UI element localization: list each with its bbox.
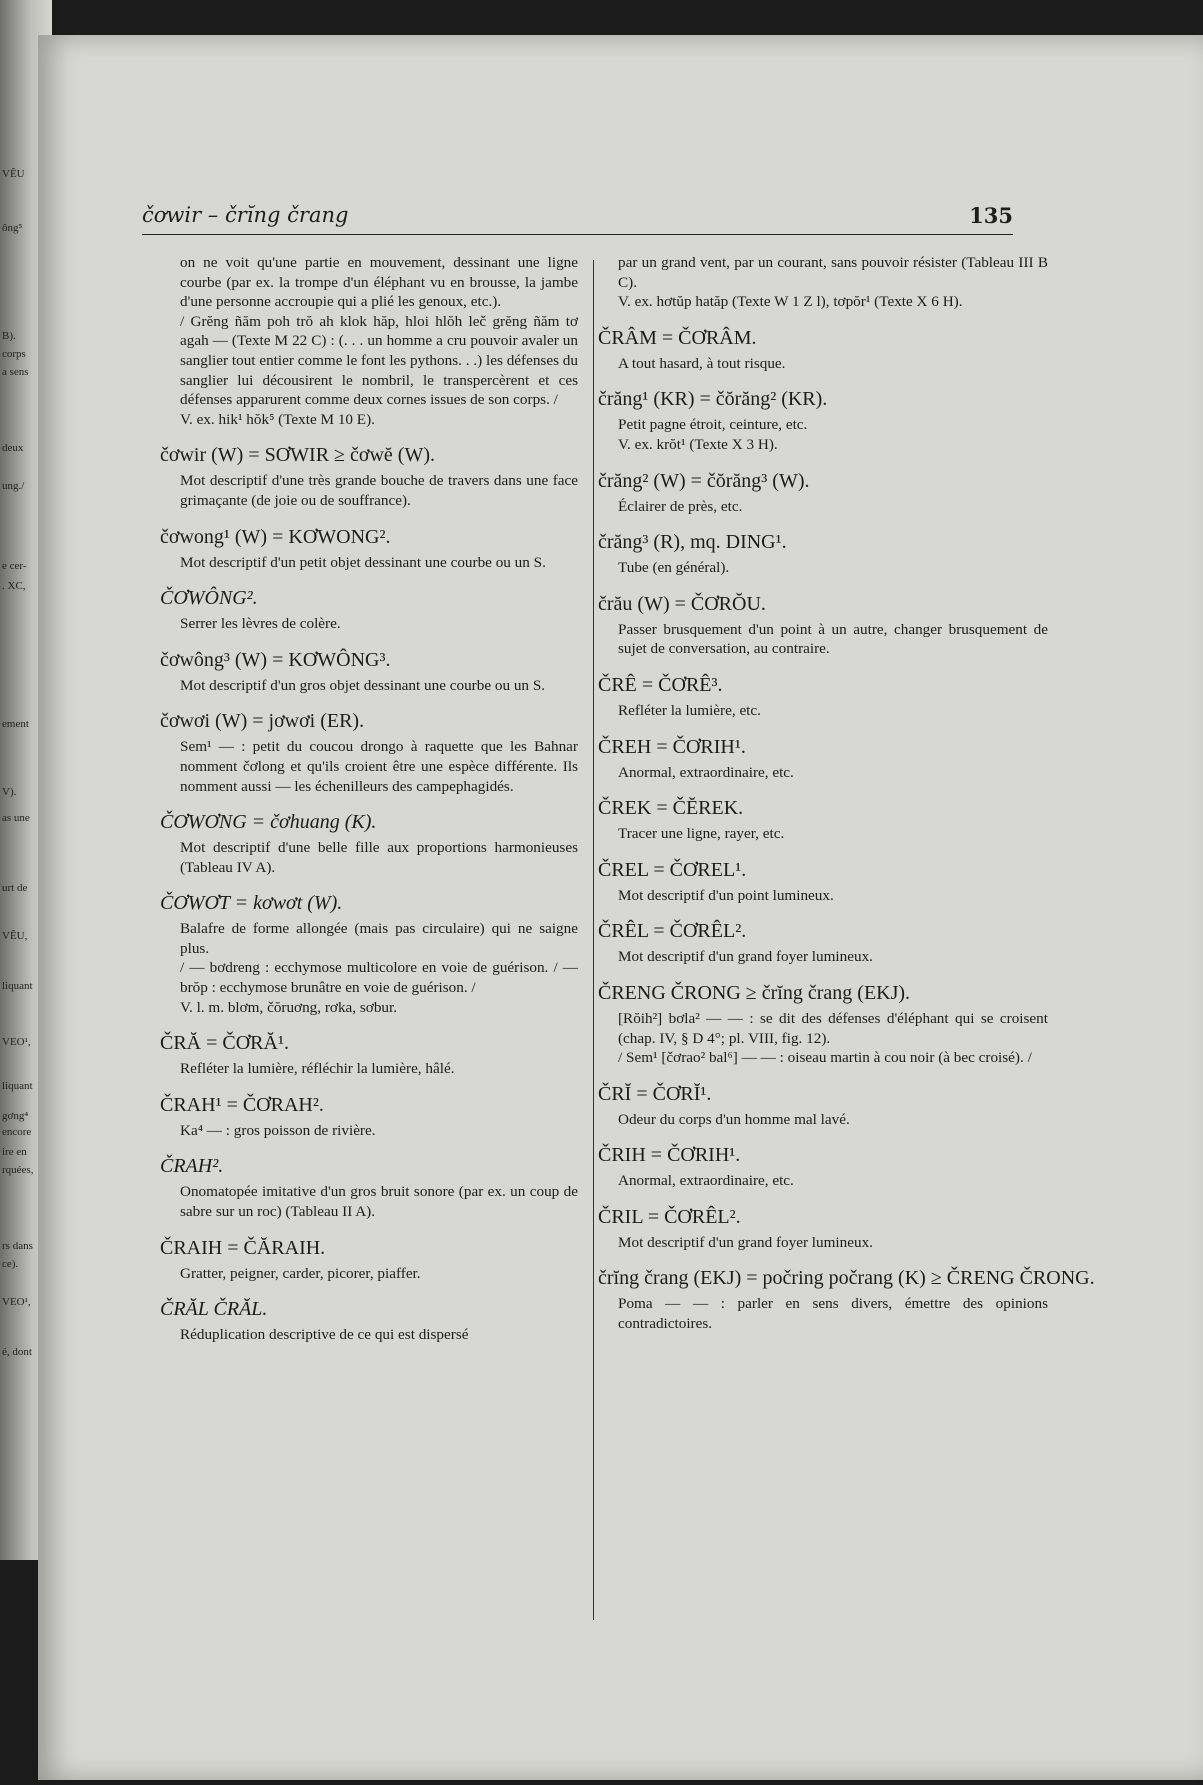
entry-definition: par un grand vent, par un courant, sans pouvoir résister (Tableau III B C).: [618, 254, 1048, 291]
column-divider: [593, 260, 594, 1620]
dictionary-entry: [160, 648, 578, 696]
entry-headword: ČREL = ČƠREL¹.: [598, 858, 747, 881]
entry-definition: Onomatopée imitative d'un gros bruit sonore (par ex. un coup de sabre sur un roc) (Tableau II A).: [180, 1183, 578, 1221]
dictionary-entry: [598, 673, 1048, 721]
entry-definition: Poma — — : parler en sens divers, émettre des opinions contradictoires.: [618, 1295, 1048, 1333]
entry-definition: Gratter, peigner, carder, picorer, piaffer.: [180, 1264, 421, 1282]
entry-definition: Mot descriptif d'un gros objet dessinant une courbe ou un S.: [180, 676, 546, 694]
dictionary-entry: [160, 1031, 578, 1079]
previous-page-fragment: urt de: [2, 882, 28, 894]
dictionary-page: [38, 35, 1203, 1780]
dictionary-entry: [160, 891, 578, 1017]
previous-page-fragment: V).: [2, 786, 17, 798]
previous-page-fragment: as une: [2, 812, 30, 824]
entry-definition: Mot descriptif d'un petit objet dessinant une courbe ou un S.: [180, 553, 546, 571]
previous-page-fragment: ement: [2, 718, 29, 730]
entry-definition: Petit pagne étroit, ceinture, etc.: [618, 416, 808, 434]
entry-definition: / Grĕng ñăm poh trŏ ah klok hăp, hloi hlŏh leč grĕng ñăm tơ agah — (Texte M 22 C) : (. . . un homme a cru pouvoir avaler un sanglier tout entier comme le font les pythons. . .) les défenses du sanglier lui décousirent le nombril, le transpercèrent et ces défenses apparurent comme deux cornes issues de son corps. /: [180, 312, 578, 409]
entry-definition: Tube (en général).: [618, 559, 730, 577]
entry-definition: Mot descriptif d'un point lumineux.: [618, 886, 834, 904]
entry-definition: Odeur du corps d'un homme mal lavé.: [618, 1110, 850, 1128]
dictionary-entry: [598, 1266, 1095, 1333]
dictionary-entry: [598, 326, 1048, 374]
entry-headword: črĭng črang (EKJ) = počring počrang (K) ≥ ČRENG ČRONG.: [598, 1267, 1095, 1290]
previous-page-fragment: deux: [2, 442, 24, 454]
entry-definition: Mot descriptif d'un grand foyer lumineux.: [618, 1233, 873, 1251]
dictionary-entry: [598, 1143, 1048, 1191]
entry-headword: čơwơi (W) = jơwơi (ER).: [160, 710, 365, 733]
right-column: [598, 253, 1095, 1348]
dictionary-entry: [598, 387, 1048, 454]
entry-headword: ČREK = ČĔREK.: [598, 797, 744, 820]
dictionary-entry: [160, 1236, 578, 1284]
entry-definition: Éclairer de près, etc.: [618, 497, 743, 515]
previous-page-fragment: . XC,: [2, 580, 26, 592]
entry-definition: Balafre de forme allongée (mais pas circulaire) qui ne saigne plus.: [180, 920, 578, 957]
previous-page-fragment: ông⁵: [2, 222, 23, 234]
previous-page-fragment: ce).: [2, 1258, 19, 1270]
entry-headword: ČRAIH = ČĂRAIH.: [160, 1236, 326, 1259]
dictionary-entry: [160, 1297, 578, 1345]
entry-definition: V. ex. krŏt¹ (Texte X 3 H).: [618, 435, 778, 453]
entry-definition: [Rŏih²] bơla² — — : se dit des défenses d'éléphant qui se croisent (chap. IV, § D 4°; pl. VIII, fig. 12).: [618, 1009, 1048, 1047]
entry-definition: Mot descriptif d'une très grande bouche de travers dans une face grimaçante (de joie ou de souffrance).: [180, 472, 578, 509]
entry-headword: ČRÊ = ČƠRÊ³.: [598, 673, 723, 696]
entry-definition: on ne voit qu'une partie en mouvement, dessinant une ligne courbe (par ex. la trompe d'un éléphant vu en brousse, la jambe d'une personne accroupie qui a plié les genoux, etc.).: [180, 254, 578, 311]
previous-page-fragment: a sens: [2, 366, 29, 378]
dictionary-entry: [160, 586, 578, 634]
entry-headword: ČRĂL ČRĂL.: [160, 1298, 268, 1321]
dictionary-entry: [598, 592, 1048, 659]
dictionary-entry: [598, 858, 1048, 906]
previous-page-fragment: VÊU,: [2, 930, 28, 942]
previous-page-fragment: ung./: [2, 480, 25, 492]
entry-definition: Tracer une ligne, rayer, etc.: [618, 825, 785, 843]
previous-page-fragment: B).: [2, 330, 16, 342]
entry-headword: ČRÂM = ČƠRÂM.: [598, 326, 757, 349]
entry-definition: Serrer les lèvres de colère.: [180, 615, 341, 633]
entry-headword: črăng¹ (KR) = čŏrăng² (KR).: [598, 388, 828, 411]
entry-headword: čơwong¹ (W) = KƠWONG².: [160, 525, 391, 548]
previous-page-fragment: VEO¹,: [2, 1296, 31, 1308]
dictionary-entry: [160, 443, 578, 510]
entry-headword: ČRÊL = ČƠRÊL².: [598, 920, 747, 943]
previous-page-fragment: corps: [2, 348, 26, 360]
entry-definition: V. ex. hik¹ hŏk⁵ (Texte M 10 E).: [180, 410, 375, 428]
entry-definition: Passer brusquement d'un point à un autre, changer brusquement de sujet de conversation, au contraire.: [618, 620, 1048, 658]
page-number: 135: [969, 203, 1013, 228]
entry-definition: / Sem¹ [čơrao² bal⁶] — — : oiseau martin à cou noir (à bec croisé). /: [618, 1049, 1032, 1067]
dictionary-entry: [598, 469, 1048, 517]
entry-definition: Anormal, extraordinaire, etc.: [618, 763, 794, 781]
previous-page-fragment: gơng⁴: [2, 1110, 29, 1122]
dictionary-entry: [598, 530, 1048, 578]
entry-definition: Sem¹ — : petit du coucou drongo à raquette que les Bahnar nomment čơlong et qu'ils croient être une espèce différente. Ils nomment aussi — les échenilleurs des campephagidés.: [180, 738, 578, 795]
entry-headword: ČƠWƠNG = čơhuang (K).: [160, 811, 377, 834]
entry-headword: ČƠWƠT = kơwơt (W).: [160, 892, 343, 915]
entry-definition: Ka⁴ — : gros poisson de rivière.: [180, 1121, 376, 1139]
entry-definition: Mot descriptif d'une belle fille aux proportions harmonieuses (Tableau IV A).: [180, 839, 578, 876]
dictionary-entry: [618, 253, 1048, 312]
previous-page-fragment: liquant: [2, 980, 33, 992]
dictionary-entry: [160, 810, 578, 877]
previous-page-fragment: rs dans: [2, 1240, 33, 1252]
entry-definition: Mot descriptif d'un grand foyer lumineux.: [618, 948, 873, 966]
entry-definition: Réduplication descriptive de ce qui est dispersé: [180, 1326, 469, 1344]
previous-page-fragment: VEO¹,: [2, 1036, 31, 1048]
entry-definition: V. ex. hơtŭp hatăp (Texte W 1 Z l), tơpŏr¹ (Texte X 6 H).: [618, 293, 963, 311]
previous-page-fragment: e cer-: [2, 560, 27, 572]
entry-definition: Refléter la lumière, etc.: [618, 701, 761, 719]
dictionary-entry: [598, 735, 1048, 783]
entry-headword: črăng³ (R), mq. DING¹.: [598, 531, 787, 554]
entry-headword: ČRĬ = ČƠRĬ¹.: [598, 1082, 712, 1105]
entry-headword: ČRIH = ČƠRIH¹.: [598, 1144, 741, 1167]
dictionary-entry: [598, 1205, 1048, 1253]
previous-page-fragment: é, dont: [2, 1346, 32, 1358]
dictionary-entry: [598, 796, 1048, 844]
entry-headword: črăng² (W) = čŏrăng³ (W).: [598, 469, 810, 492]
previous-page-fragment: VÊU: [2, 168, 25, 180]
previous-page-fragment: rquées,: [2, 1164, 34, 1176]
entry-headword: ČRIL = ČƠRÊL².: [598, 1205, 741, 1228]
running-header: [142, 200, 1013, 235]
running-head-title: čơwir – črĭng črang: [142, 203, 349, 227]
entry-headword: čơwông³ (W) = KƠWÔNG³.: [160, 648, 391, 671]
dictionary-entry: [160, 709, 578, 796]
previous-page-fragment: ire en: [2, 1146, 27, 1158]
dictionary-entry: [598, 981, 1048, 1068]
entry-definition: A tout hasard, à tout risque.: [618, 354, 786, 372]
entry-headword: čơwir (W) = SƠWIR ≥ čơwĕ (W).: [160, 444, 435, 467]
dictionary-entry: [180, 253, 578, 429]
entry-definition: Anormal, extraordinaire, etc.: [618, 1172, 794, 1190]
dictionary-entry: [598, 1082, 1048, 1130]
left-column: [160, 253, 578, 1359]
entry-headword: ČRAH².: [160, 1155, 224, 1178]
entry-definition: V. l. m. blơm, čŏruơng, rơka, sơbur.: [180, 998, 398, 1016]
entry-definition: Refléter la lumière, réfléchir la lumière, hâlé.: [180, 1060, 455, 1078]
dictionary-entry: [160, 1093, 578, 1141]
entry-headword: ČREH = ČƠRIH¹.: [598, 735, 746, 758]
dictionary-entry: [160, 525, 578, 573]
dictionary-entry: [160, 1154, 578, 1221]
entry-headword: ČRAH¹ = ČƠRAH².: [160, 1093, 324, 1116]
entry-definition: / — bơdreng : ecchymose multicolore en voie de guérison. / — brŏp : ecchymose brunâtre en voie de guérison. /: [180, 959, 578, 997]
previous-page-fragment: encore: [2, 1126, 32, 1138]
previous-page-fragment: liquant: [2, 1080, 33, 1092]
entry-headword: ČRĂ = ČƠRĂ¹.: [160, 1032, 289, 1055]
entry-headword: ČƠWÔNG².: [160, 587, 258, 610]
entry-headword: črău (W) = ČƠRŎU.: [598, 592, 766, 615]
entry-headword: ČRENG ČRONG ≥ črĭng črang (EKJ).: [598, 981, 911, 1004]
dictionary-entry: [598, 919, 1048, 967]
